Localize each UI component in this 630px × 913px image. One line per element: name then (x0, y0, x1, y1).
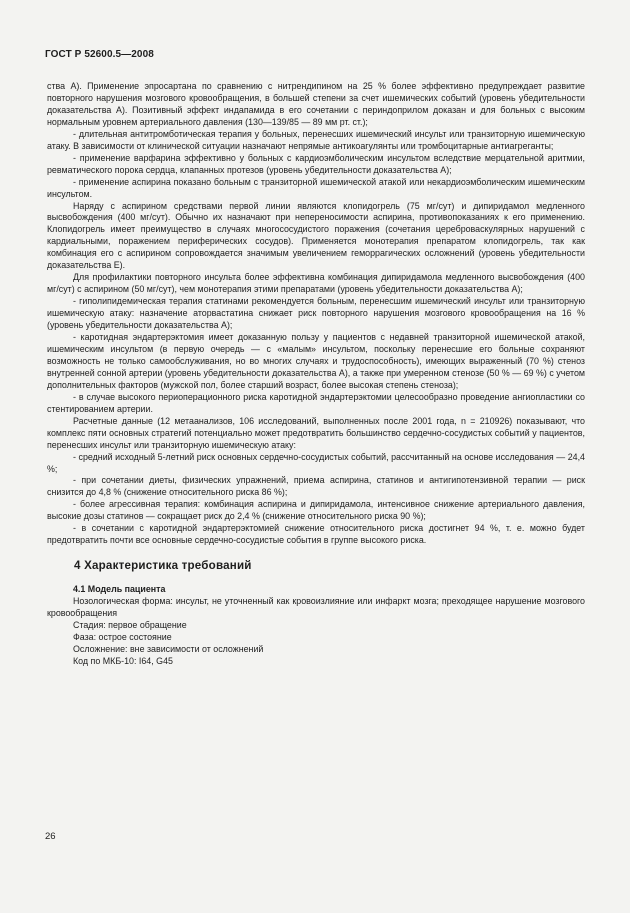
paragraph: - средний исходный 5-летний риск основных сердечно-сосудистых событий, рассчитанный на основе исследования — 24,4 %; (47, 451, 585, 474)
document-body (47, 81, 585, 668)
patient-model-line: Нозологическая форма: инсульт, не уточненный как кровоизлияние или инфаркт мозга; преходящее нарушение мозгового кровообращения (47, 596, 585, 619)
paragraph: Для профилактики повторного инсульта более эффективна комбинация дипиридамола медленного высвобождения (400 мг/сут) с аспирином (50 мг/сут), чем монотерапия этими препаратами (уровень убедительности доказательства А); (47, 272, 585, 295)
paragraph: Расчетные данные (12 метаанализов, 106 исследований, выполненных после 2001 года, n = 210926) показывают, что комплекс пяти основных стратегий потенциально может предотвратить большинство сердечно-сосудистых событий у пациентов, перенесших инсульт или транзиторную ишемическую атаку: (47, 415, 585, 450)
paragraph: - каротидная эндартерэктомия имеет доказанную пользу у пациентов с недавней транзиторной ишемической атакой, ишемическим инсультом (в первую очередь — с «малым» инсультом, поскольку перенесшие его больные сохраняют возможность не только самообслуживания, но во многих случаях и трудоспособность), имеющих выраженный (70 %) стеноз внутренней сонной артерии (уровень убедительности доказательства А), а также при умеренном стенозе (50 % — 69 %) с учетом дополнительных факторов (мужской пол, более старший возраст, более высокая степень стеноза); (47, 332, 585, 390)
paragraph: - применение варфарина эффективно у больных с кардиоэмболическим инсультом вследствие мерцательной аритмии, ревматического порока сердца, клапанных протезов (уровень убедительности доказательства А); (47, 152, 585, 175)
subsection-heading: 4.1 Модель пациента (73, 584, 166, 595)
patient-model-line: Стадия: первое обращение (73, 619, 187, 630)
paragraph: - при сочетании диеты, физических упражнений, приема аспирина, статинов и антигипотензивной терапии — риск снизится до 4,8 % (снижение относительного риска 86 %); (47, 475, 585, 498)
paragraph: - гиполипидемическая терапия статинами рекомендуется больным, перенесшим ишемический инсульт или транзиторную ишемическую атаку: назначение аторвастатина снижает риск повторного нарушения мозгового кровообращения на 16 % (уровень убедительности доказательства А); (47, 296, 585, 331)
patient-model-line: Осложнение: вне зависимости от осложнений (73, 643, 264, 654)
paragraph: ства А). Применение эпросартана по сравнению с нитрендипином на 25 % более эффективно предупреждает развитие повторного нарушения мозгового кровообращения, в большей степени за счет ишемических событий (уровень убедительности доказательства А). Позитивный эффект индапамида в его сочетании с периндоприлом доказан и для больных с высоким нормальным уровнем артериального давления (130—139/85 — 89 мм рт. ст.); (47, 81, 585, 127)
paragraph: - в случае высокого периоперационного риска каротидной эндартерэктомии целесообразно проведение ангиопластики со стентированием артерии. (47, 391, 585, 414)
paragraph: - применение аспирина показано больным с транзиторной ишемической атакой или некардиоэмболическим ишемическим инсультом. (47, 176, 585, 199)
document-code: ГОСТ Р 52600.5—2008 (45, 49, 154, 60)
page-number: 26 (45, 831, 56, 842)
paragraph: - более агрессивная терапия: комбинация аспирина и дипиридамола, интенсивное снижение артериального давления, высокие дозы статинов — сокращает риск до 2,4 % (снижение относительного риска 90 %); (47, 499, 585, 522)
paragraph: - в сочетании с каротидной эндартерэктомией снижение относительного риска достигнет 94 %, т. е. можно будет предотвратить почти все основные сердечно-сосудистые события в группе высокого риска. (47, 523, 585, 546)
patient-model-line: Фаза: острое состояние (73, 631, 172, 642)
section-heading: 4 Характеристика требований (74, 559, 252, 573)
paragraph: - длительная антитромботическая терапия у больных, перенесших ишемический инсульт или транзиторную ишемическую атаку. В зависимости от клинической ситуации назначают непрямые антикоагулянты или тромбоцитарные антиагреганты; (47, 128, 585, 151)
paragraph: Наряду с аспирином средствами первой линии являются клопидогрель (75 мг/сут) и дипиридамол медленного высвобождения (400 мг/сут). Обычно их назначают при непереносимости аспирина, противопоказаниях к его применению. Клопидогрель имеет преимущество в случаях многососудистого поражения (сочетания цереброваскулярных нарушений с кардиальными, поражением периферических сосудов). Применяется монотерапия препаратом клопидогрель, так как комбинация его с аспирином сопровождается значимым увеличением геморрагических осложнений (уровень убедительности доказательства Е). (47, 200, 585, 271)
patient-model-line: Код по МКБ-10: I64, G45 (73, 655, 173, 666)
